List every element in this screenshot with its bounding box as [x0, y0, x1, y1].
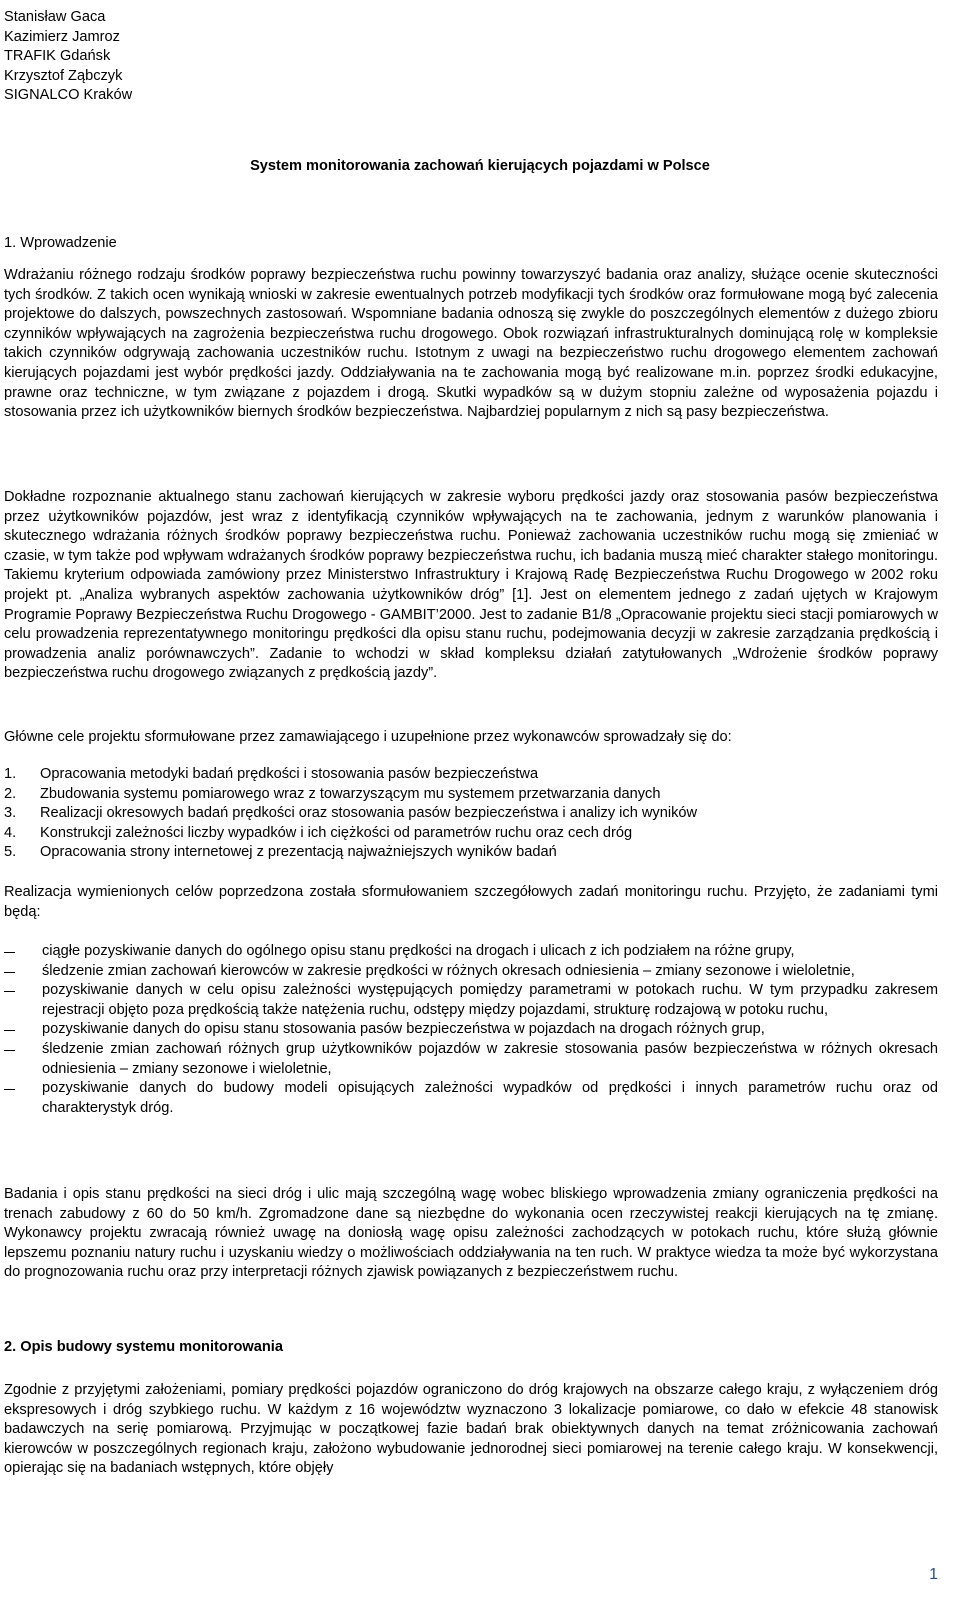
dash-bullet [4, 981, 42, 1020]
list-item [4, 843, 938, 863]
list-item-text: Opracowania metodyki badań prędkości i stosowania pasów bezpieczeństwa [40, 766, 539, 782]
author-block [4, 8, 132, 106]
dash-bullet [4, 962, 42, 982]
list-item-text: Realizacji okresowych badań prędkości oraz stosowania pasów bezpieczeństwa i analizy ich wyników [40, 805, 698, 822]
list-number: 5. [4, 844, 17, 861]
list-item-text: Zbudowania systemu pomiarowego wraz z towarzyszącym mu systemem przetwarzania danych [40, 785, 661, 802]
paragraph: Główne cele projektu sformułowane przez zamawiającego i uzupełnione przez wykonawców sprowadzały się do: [4, 729, 732, 745]
list-item [4, 824, 938, 844]
dash-bullet [4, 1079, 42, 1118]
list-item-text: ciągłe pozyskiwanie danych do ogólnego opisu stanu prędkości na drogach i ulicach z ich podziałem na różne grupy, [42, 943, 795, 959]
author-name: Krzysztof Ząbczyk [4, 67, 123, 84]
author-name: Stanisław Gaca [4, 9, 106, 25]
list-item [4, 1020, 938, 1040]
list-item [4, 962, 938, 982]
list-item-text: śledzenie zmian zachowań kierowców w zakresie prędkości w różnych okresach odniesienia – zmiany sezonowe i wieloletnie, [42, 962, 855, 979]
dash-bullet [4, 942, 42, 962]
list-item-text: Opracowania strony internetowej z prezentacją najważniejszych wyników badań [40, 844, 557, 861]
list-item-text: śledzenie zmian zachowań różnych grup użytkowników pojazdów w zakresie stosowania pasów bezpieczeństwa w różnych okresach odniesienia – zmiany sezonowe i wieloletnie, [42, 1040, 938, 1077]
goals-list [4, 765, 938, 863]
section-heading-introduction: 1. Wprowadzenie [4, 235, 117, 251]
list-item [4, 1079, 938, 1118]
list-item [4, 765, 938, 785]
list-item-text: Konstrukcji zależności liczby wypadków i ich ciężkości od parametrów ruchu oraz cech dróg [40, 824, 633, 841]
page-number: 1 [929, 1566, 938, 1583]
list-number: 2. [4, 785, 17, 802]
list-number: 1. [4, 766, 17, 782]
paragraph: Dokładne rozpoznanie aktualnego stanu zachowań kierujących w zakresie wyboru prędkości jazdy oraz stosowania pasów bezpieczeństwa przez użytkowników pojazdów, jest wraz z identyfikacją czynników wpływających na te zachowania, jednym z warunków planowania i skutecznego wdrażania różnych środków poprawy bezpieczeństwa ruchu. Ponieważ zachowania uczestników ruchu mogą się zmieniać w czasie, w tym także pod wpływam wdrażanych środków poprawy bezpieczeństwa ruchu, ich badania muszą mieć charakter stałego monitoringu. Takiemu kryterium odpowiada zamówiony przez Ministerstwo Infrastruktury i Krajową Radę Bezpieczeństwa Ruchu Drogowego w 2002 roku projekt pt. „Analiza wybranych aspektów zachowania użytkowników dróg” [1]. Jest on elementem jednego z zadań ujętych w Krajowym Programie Poprawy Bezpieczeństwa Ruchu Drogowego - GAMBIT’2000. Jest to zadanie B1/8 „Opracowanie projektu sieci stacji pomiarowych w celu prowadzenia reprezentatywnego monitoringu prędkości dla opisu stanu ruchu, podejmowania decyzji w zakresie zarządzania prędkością i prowadzenia analiz porównawczych”. Zadanie to wchodzi w skład kompleksu działań zatytułowanych „Wdrożenie środków poprawy bezpieczeństwa ruchu drogowego związanych z prędkością jazdy”. [4, 489, 938, 682]
list-item-text: pozyskiwanie danych do opisu stanu stosowania pasów bezpieczeństwa w pojazdach na drogach różnych grup, [42, 1021, 765, 1038]
list-item [4, 785, 938, 805]
list-item [4, 942, 938, 962]
list-number: 3. [4, 805, 17, 822]
paragraph: Realizacja wymienionych celów poprzedzona została sformułowaniem szczegółowych zadań monitoringu ruchu. Przyjęto, że zadaniami tymi będą: [4, 884, 938, 920]
paragraph: Zgodnie z przyjętymi założeniami, pomiary prędkości pojazdów ograniczono do dróg krajowych na obszarze całego kraju, z wyłączeniem dróg ekspresowych i dróg szybkiego ruchu. W każdym z 16 województw wyznaczono 3 lokalizacje pomiarowe, co dało w efekcie 48 stanowisk badawczych na serię pomiarową. Przyjmując w początkowej fazie badań brak obiektywnych danych na temat zróżnicowania zachowań kierowców w poszczególnych regionach kraju, założono wybudowanie jednorodnej sieci pomiarowej na terenie całego kraju. W konsekwencji, opierając się na badaniach wstępnych, które objęły [4, 1382, 938, 1477]
list-item-text: pozyskiwanie danych do budowy modeli opisujących zależności wypadków od prędkości i innych parametrów ruchu oraz od charakterystyk dróg. [42, 1080, 938, 1116]
section-heading-system: 2. Opis budowy systemu monitorowania [4, 1339, 283, 1355]
list-item-text: pozyskiwanie danych w celu opisu zależności występujących pomiędzy parametrami w potokach ruchu. W tym przypadku zakresem rejestracji objęto poza prędkością także natężenia ruchu, odstępy między pojazdami, strukturę rodzajową w potoku ruchu, [42, 982, 938, 1018]
dash-bullet [4, 1020, 42, 1040]
list-number: 4. [4, 824, 17, 841]
list-item [4, 1040, 938, 1079]
paragraph: Badania i opis stanu prędkości na sieci dróg i ulic mają szczególną wagę wobec bliskiego wprowadzenia zmiany ograniczenia prędkości na trenach zabudowy z 60 do 50 km/h. Zgromadzone dane są niezbędne do wykonania ocen rzeczywistej reakcji kierujących na tę zmianę. Wykonawcy projektu zwracają również uwagę na doniosłą wagę opisu zależności zachodzących w potokach ruchu, które służą głównie lepszemu poznaniu natury ruchu i uzyskaniu wiedzy o możliwościach oddziaływania na ten ruch. W praktyce wiedza ta może być wykorzystana do prognozowania ruchu oraz przy interpretacji różnych zjawisk powiązanych z bezpieczeństwem ruchu. [4, 1186, 938, 1281]
author-affiliation: SIGNALCO Kraków [4, 87, 133, 104]
document-title: System monitorowania zachowań kierujących pojazdami w Polsce [250, 158, 710, 174]
dash-bullet [4, 1040, 42, 1079]
author-name: Kazimierz Jamroz [4, 28, 120, 45]
paragraph: Wdrażaniu różnego rodzaju środków poprawy bezpieczeństwa ruchu powinny towarzyszyć badania oraz analizy, służące ocenie skuteczności tych środków. Z takich ocen wynikają wnioski w zakresie ewentualnych potrzeb modyfikacji tych środków oraz formułowane mogą być zalecenia projektowe do dalszych, powszechnych zastosowań. Wspomniane badania odnoszą się zwykle do poszczególnych elementów z dużego zbioru czynników wpływających na zagrożenia bezpieczeństwa ruchu drogowego. Obok rozwiązań infrastrukturalnych dominującą rolę w kompleksie takich czynników odgrywają zachowania uczestników ruchu. Istotnym z uwagi na bezpieczeństwo ruchu drogowego elementem zachowań kierujących pojazdami jest wybór prędkości jazdy. Oddziaływania na te zachowania mogą być realizowane m.in. poprzez środki edukacyjne, prawne oraz techniczne, w tym związane z pojazdem i drogą. Skutki wypadków są w dużym stopniu zależne od wyposażenia pojazdu i stosowania przez ich użytkowników biernych środków bezpieczeństwa. Najbardziej popularnym z nich są pasy bezpieczeństwa. [4, 267, 938, 421]
list-item [4, 804, 938, 824]
tasks-list [4, 942, 938, 1118]
author-affiliation: TRAFIK Gdańsk [4, 48, 111, 65]
list-item [4, 981, 938, 1020]
